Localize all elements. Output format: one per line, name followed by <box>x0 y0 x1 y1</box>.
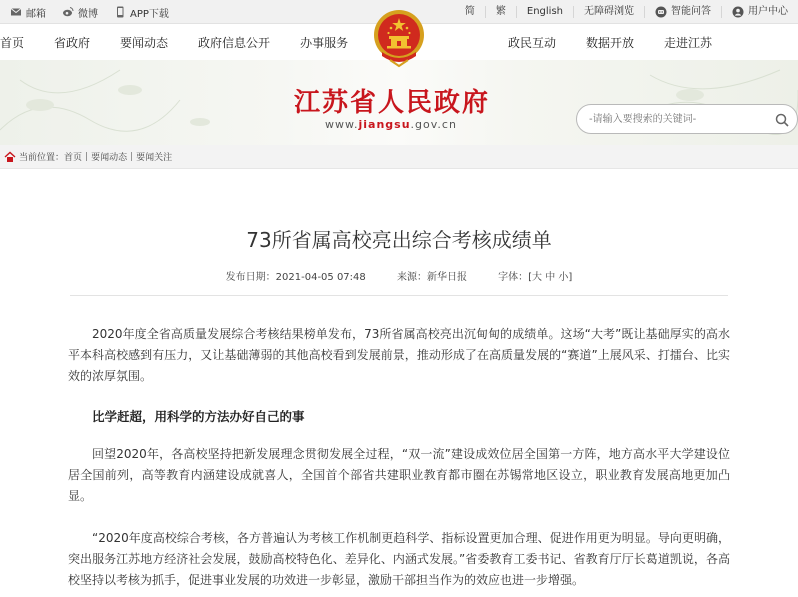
article-paragraph-3: “2020年度高校综合考核，各方普遍认为考核工作机制更趋科学、指标设置更加合理、促进作用更为明显。导向更明确，突出服务江苏地方经济社会发展，鼓励高校特色化、差异化、内涵式发展。”省委教育工委书记、省教育厅厅长葛道凯说，各高校坚持以考核为抓手，促进事业发展的功效进一步彰显，激励干部担当作为的效应也进一步增强。 <box>68 531 730 587</box>
site-url-prefix: www. <box>325 118 359 131</box>
site-url <box>325 118 457 131</box>
mail-link[interactable] <box>10 5 46 20</box>
article-title: 73所省属高校亮出综合考核成绩单 <box>246 228 552 252</box>
smart-qa-label: 智能问答 <box>671 6 711 17</box>
nav-item-interaction[interactable]: 政民互动 <box>508 35 557 50</box>
mail-icon <box>10 6 22 18</box>
article-meta <box>0 268 798 283</box>
home-icon <box>4 151 16 163</box>
search-icon[interactable] <box>775 113 789 127</box>
mail-label: 邮箱 <box>26 8 46 20</box>
site-url-suffix: .gov.cn <box>410 118 457 131</box>
nav-item-provincial-government[interactable]: 省政府 <box>54 35 91 50</box>
publish-date: 发布日期：2021-04-05 07:48 <box>225 272 366 283</box>
article-subheading: 比学赶超，用科学的方法办好自己的事 <box>92 409 305 424</box>
user-icon <box>732 6 744 18</box>
breadcrumb-item-focus[interactable]: 要闻关注 <box>136 153 173 163</box>
breadcrumb-label: 当前位置： <box>19 153 65 163</box>
divider <box>70 295 728 296</box>
traditional-chinese-link[interactable]: 繁 <box>485 6 516 18</box>
app-download-link[interactable] <box>114 5 169 20</box>
accessibility-link[interactable]: 无障碍浏览 <box>573 6 644 18</box>
app-download-label: APP下载 <box>130 8 169 20</box>
site-banner <box>0 60 798 145</box>
breadcrumb-separator: | <box>130 151 134 162</box>
robot-icon <box>655 6 667 18</box>
breadcrumb-item-news[interactable]: 要闻动态 <box>91 153 128 163</box>
national-emblem-icon <box>372 8 426 70</box>
article-paragraph-1: 2020年度全省高质量发展综合考核结果榜单发布，73所省属高校亮出沉甸甸的成绩单。这场“大考”既让基础厚实的高水平本科高校感到有压力，又让基础薄弱的其他高校看到发展前景，推动形成了在高质量发展的“赛道”上展风采、打擂台、比实效的浓厚氛围。 <box>68 327 730 383</box>
search-box <box>576 104 798 134</box>
nav-item-open-data[interactable]: 数据开放 <box>586 35 635 50</box>
weibo-link[interactable] <box>62 5 98 20</box>
site-title: 江苏省人民政府 <box>294 88 491 118</box>
site-url-domain: jiangsu <box>358 118 411 131</box>
nav-item-home[interactable]: 首页 <box>0 35 25 50</box>
breadcrumb-item-home[interactable]: 首页 <box>64 153 83 163</box>
font-size-control[interactable]: 字体：[大 中 小] <box>498 272 573 283</box>
simplified-chinese-link[interactable]: 简 <box>464 6 475 17</box>
search-input[interactable] <box>589 110 759 128</box>
user-center-link[interactable] <box>721 6 798 18</box>
breadcrumb <box>0 145 798 169</box>
weibo-label: 微博 <box>78 8 98 20</box>
nav-item-news[interactable]: 要闻动态 <box>120 35 169 50</box>
breadcrumb-separator: | <box>85 151 89 162</box>
phone-icon <box>114 6 126 18</box>
english-link[interactable]: English <box>516 6 573 18</box>
user-center-label: 用户中心 <box>748 6 788 17</box>
nav-item-services[interactable]: 办事服务 <box>300 35 349 50</box>
weibo-icon <box>62 6 74 18</box>
smart-qa-link[interactable] <box>644 6 721 18</box>
nav-item-info-disclosure[interactable]: 政府信息公开 <box>198 35 271 50</box>
article-paragraph-2: 回望2020年，各高校坚持把新发展理念贯彻发展全过程，“双一流”建设成效位居全国第一方阵，地方高水平大学建设位居全国前列，高等教育内涵建设成就喜人，全国首个部省共建职业教育都市圈在苏锡常地区设立，职业教育发展高地更加凸显。 <box>68 447 730 503</box>
nav-item-about-jiangsu[interactable]: 走进江苏 <box>664 35 713 50</box>
article-source: 来源：新华日报 <box>396 272 467 283</box>
